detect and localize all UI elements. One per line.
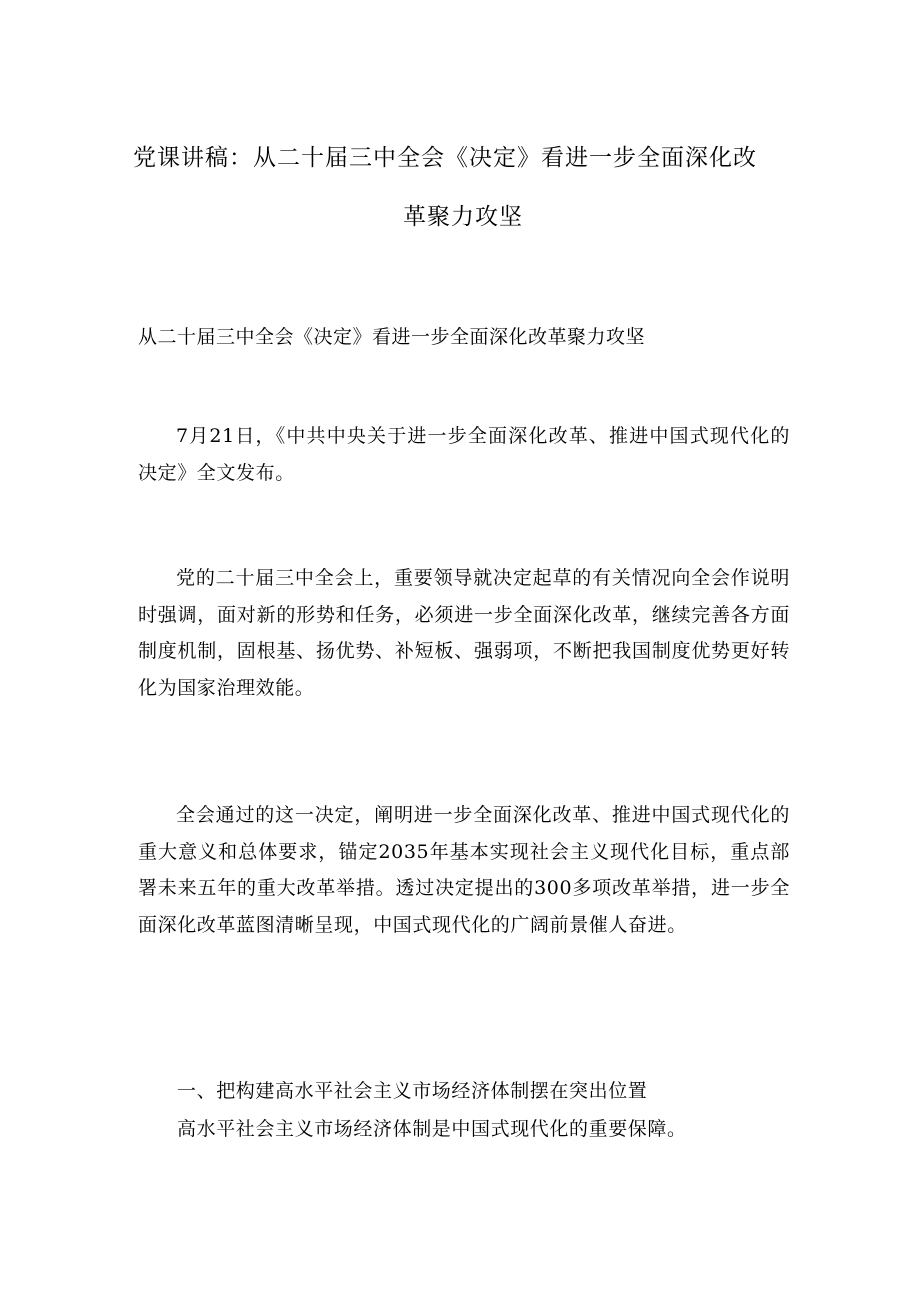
paragraph-decision-summary: 全会通过的这一决定，阐明进一步全面深化改革、推进中国式现代化的重大意义和总体要求，锚定2035年基本实现社会主义现代化目标，重点部署未来五年的重大改革举措。透过决定提出的300多项改革举措，进一步全面深化改革蓝图清晰呈现，中国式现代化的广阔前景催人奋进。	[138, 804, 790, 936]
document-title-line-2: 革聚力攻坚	[403, 204, 523, 230]
section-first-line: 高水平社会主义市场经济体制是中国式现代化的重要保障。	[177, 1118, 687, 1140]
section-heading: 一、把构建高水平社会主义市场经济体制摆在突出位置	[177, 1080, 648, 1102]
document-subtitle: 从二十届三中全会《决定》看进一步全面深化改革聚力攻坚	[138, 326, 646, 348]
document-title-line-1: 党课讲稿：从二十届三中全会《决定》看进一步全面深化改	[133, 145, 757, 171]
paragraph-plenary-explanation: 党的二十届三中全会上，重要领导就决定起草的有关情况向全会作说明时强调，面对新的形势和任务，必须进一步全面深化改革，继续完善各方面制度机制，固根基、扬优势、补短板、强弱项，不断把我国制度优势更好转化为国家治理效能。	[138, 567, 790, 699]
paragraph-release-date: 7月21日，《中共中央关于进一步全面深化改革、推进中国式现代化的决定》全文发布。	[138, 425, 790, 484]
